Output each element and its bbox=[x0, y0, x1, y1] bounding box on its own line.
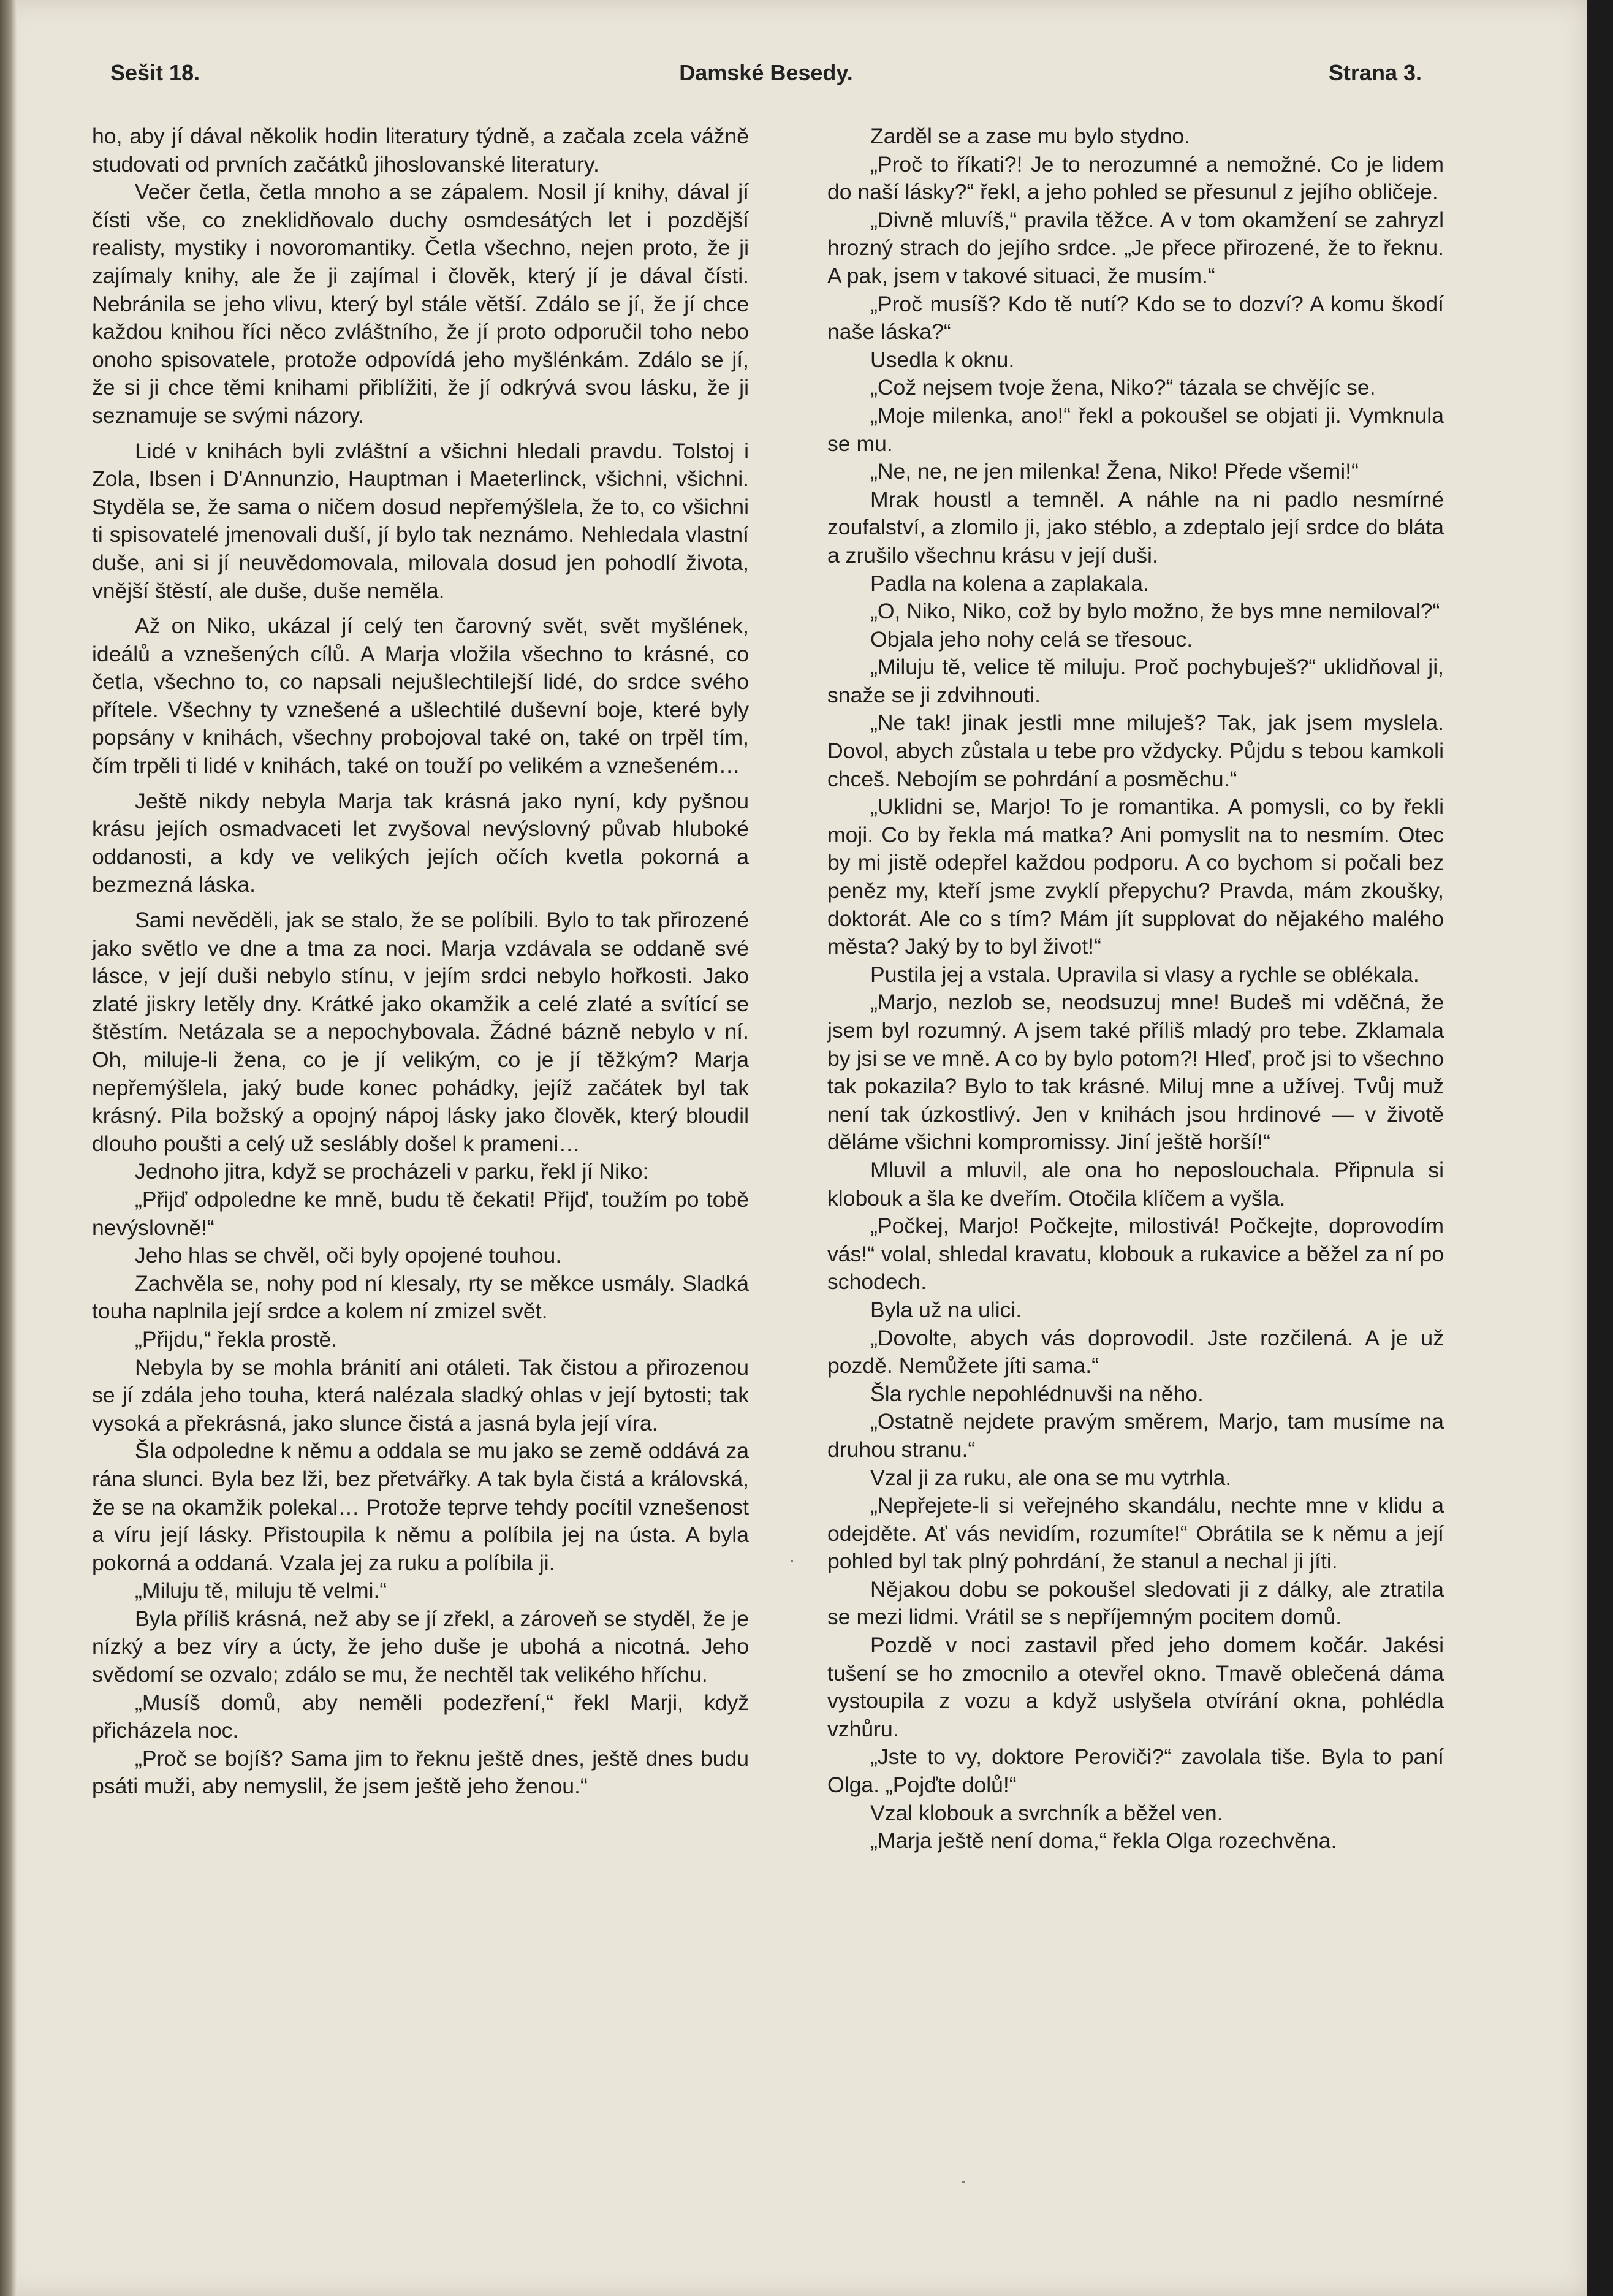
issue-number: Sešit 18. bbox=[110, 60, 200, 85]
paragraph: Byla příliš krásná, než aby se jí zřekl, a zároveň se styděl, že je nízký a bez víry a úcty, že jeho duše je ubohá a nicotná. Jeho svědomí se ozvalo; zdálo se mu, že nechtěl tak velikého hříchu. bbox=[92, 1606, 749, 1687]
paragraph: „Marjo, nezlob se, neodsuzuj mne! Budeš mi vděčná, že jsem byl rozumný. A jsem také příliš mladý pro tebe. Zklamala by jsi se ve mně. A co by bylo potom?! Hleď, proč jsi to všechno tak pokazila? Bylo to tak krásné. Miluj mne a užívej. Tvůj muž není tak úzkostlivý. Jen v knihách jsou hrdinové — v životě děláme všichni kompromissy. Jiní ještě horší!“ bbox=[827, 990, 1444, 1155]
paragraph: Sami nevěděli, jak se stalo, že se políbili. Bylo to tak přirozené jako světlo ve dne a tma za noci. Marja vzdávala se oddaně své lásce, v její duši nebylo stínu, v jejím srdci nebylo hořkosti. Jako zlaté jiskry letěly dny. Krátké jako okamžik a celé zlaté a svítící se štěstím. Netázala se a nepochybovala. Žádné bázně nebylo v ní. Oh, miluje-li žena, co je jí velikým, co je jí těžkým? Marja nepřemýšlela, jaký bude konec pohádky, jejíž začátek byl tak krásný. Pila božský a opojný nápoj lásky jako člověk, který bloudil dlouho poušti a celý už seslábly došel k prameni… bbox=[92, 908, 749, 1156]
paragraph: „Miluju tě, miluju tě velmi.“ bbox=[135, 1578, 387, 1603]
paragraph: „Moje milenka, ano!“ řekl a pokoušel se objati ji. Vymknula se mu. bbox=[827, 403, 1444, 456]
paragraph: „Přijdu,“ řekla prostě. bbox=[135, 1326, 338, 1351]
page-spine-shadow bbox=[0, 0, 17, 2296]
paragraph: „Což nejsem tvoje žena, Niko?“ tázala se chvějíc se. bbox=[870, 375, 1376, 400]
paragraph: „Přijď odpoledne ke mně, budu tě čekati! Přijď, toužím po tobě nevýslovně!“ bbox=[92, 1187, 749, 1240]
speck bbox=[962, 2181, 965, 2183]
paragraph: „Dovolte, abych vás doprovodil. Jste rozčilená. A je už pozdě. Nemůžete jíti sama.“ bbox=[827, 1325, 1444, 1378]
paragraph: Jeho hlas se chvěl, oči byly opojené touhou. bbox=[135, 1243, 562, 1268]
paragraph: Padla na kolena a zaplakala. bbox=[870, 571, 1149, 596]
paragraph: „Ne tak! jinak jestli mne miluješ? Tak, jak jsem myslela. Dovol, abych zůstala u tebe pro vždycky. Půjdu s tebou kamkoli chceš. Nebojím se pohrdání a posměchu.“ bbox=[827, 710, 1444, 791]
paragraph: Byla už na ulici. bbox=[870, 1297, 1022, 1322]
paragraph: ho, aby jí dával několik hodin literatury týdně, a začala zcela vážně studovati od prvních začátků jihoslovanské literatury. bbox=[92, 124, 749, 177]
left-text-column bbox=[92, 123, 749, 1801]
paragraph: Večer četla, četla mnoho a se zápalem. Nosil jí knihy, dával jí čísti vše, co zneklidňovalo duchy osmdesátých let i pozdější realisty, mystiky i novoromantiky. Četla všechno, nejen proto, že ji zajímaly knihy, ale že ji zajímal i člověk, který jí je dával čísti. Nebránila se jeho vlivu, který byl stále větší. Zdálo se jí, že jí chce každou knihou říci něco zvláštního, že jí proto odporučil toho nebo onoho spisovatele, protože odpovídá jeho myšlénkám. Zdálo se jí, že si ji chce těmi knihami přiblížiti, že jí odkrývá svou lásku, že ji seznamuje se svými názory. bbox=[92, 180, 749, 428]
speck bbox=[791, 1560, 793, 1562]
paragraph: Zarděl se a zase mu bylo stydno. bbox=[870, 124, 1191, 148]
paragraph: „Uklidni se, Marjo! To je romantika. A pomysli, co by řekli moji. Co by řekla má matka? Ani pomyslit na to nesmím. Otec by mi jistě odepřel každou podporu. A co bychom si počali bez peněz my, kteří jsme zvyklí přepychu? Pravda, mám zkoušky, doktorát. Ale co s tím? Mám jít supplovat do nějakého malého města? Jaký by to byl život!“ bbox=[827, 794, 1444, 959]
paragraph: Objala jeho nohy celá se třesouc. bbox=[870, 626, 1193, 652]
paragraph: Ještě nikdy nebyla Marja tak krásná jako nyní, kdy pyšnou krásu jejích osmadvaceti let zvyšoval nevýslovný půvab hluboké oddanosti, a kdy ve velikých jejích očích kvetla pokorná a bezmezná láska. bbox=[92, 788, 749, 897]
paragraph: „Musíš domů, aby neměli podezření,“ řekl Marji, když přicházela noc. bbox=[92, 1690, 749, 1743]
paragraph: Zachvěla se, nohy pod ní klesaly, rty se měkce usmály. Sladká touha naplnila její srdce a kolem ní zmizel svět. bbox=[92, 1271, 749, 1324]
paragraph: Pustila jej a vstala. Upravila si vlasy a rychle se oblékala. bbox=[870, 962, 1419, 987]
paragraph: „Proč musíš? Kdo tě nutí? Kdo se to dozví? A komu škodí naše láska?“ bbox=[827, 291, 1444, 344]
paragraph: „O, Niko, Niko, což by bylo možno, že bys mne nemiloval?“ bbox=[870, 599, 1440, 624]
paragraph: „Ne, ne, ne jen milenka! Žena, Niko! Přede všemi!“ bbox=[870, 459, 1359, 484]
paragraph: Až on Niko, ukázal jí celý ten čarovný svět, svět myšlének, ideálů a vznešených cílů. A Marja vložila všechno to krásné, co četla, všechno to, co napsali nejušlechtilejší lidé, do srdce svého přítele. Všechny ty vznešené a ušlechtilé duševní boje, které byly popsány v knihách, všechny probojoval také on, také on trpěl tím, čím trpěli ti lidé v knihách, také on touží po velikém a vznešeném… bbox=[92, 614, 749, 778]
paragraph: Vzal ji za ruku, ale ona se mu vytrhla. bbox=[870, 1465, 1232, 1490]
paragraph: „Nepřejete-li si veřejného skandálu, nechte mne v klidu a odejděte. Ať vás nevidím, rozumíte!“ Obrátila se k němu a její pohled byl tak plný pohrdání, že stanul a nechal ji jíti. bbox=[827, 1493, 1444, 1574]
paragraph: „Ostatně nejdete pravým směrem, Marjo, tam musíme na druhou stranu.“ bbox=[827, 1409, 1444, 1462]
paragraph: Lidé v knihách byli zvláštní a všichni hledali pravdu. Tolstoj i Zola, Ibsen i D'Annunzio, Hauptman i Maeterlinck, všichni, všichni. Styděla se, že sama o ničem dosud nepřemýšlela, že to, co všichni ti spisovatelé jmenovali duší, jí bylo tak neznámo. Nehledala vlastní duše, ani si jí neuvědomovala, milovala dosud jen pohodlí života, vnější štěstí, ale duše, duše neměla. bbox=[92, 438, 749, 603]
paragraph: Šla odpoledne k němu a oddala se mu jako se země oddává za rána slunci. Byla bez lži, bez přetvářky. A tak byla čistá a královská, že se na okamžik polekal… Protože teprve tehdy pocítil vznešenost a víru její lásky. Přistoupila k němu a políbila jej na ústa. A byla pokorná a oddaná. Vzala jej za ruku a políbila ji. bbox=[92, 1439, 749, 1575]
paragraph: Nějakou dobu se pokoušel sledovati ji z dálky, ale ztratila se mezi lidmi. Vrátil se s nepříjemným pocitem domů. bbox=[827, 1576, 1444, 1630]
paragraph: „Jste to vy, doktore Peroviči?“ zavolala tiše. Byla to paní Olga. „Pojďte dolů!“ bbox=[827, 1744, 1444, 1798]
publication-title: Damské Besedy. bbox=[679, 60, 853, 85]
scan-edge bbox=[1587, 0, 1613, 2296]
paragraph: Vzal klobouk a svrchník a běžel ven. bbox=[870, 1800, 1223, 1825]
paragraph: „Marja ještě není doma,“ řekla Olga rozechvěna. bbox=[870, 1828, 1337, 1853]
paragraph: „Proč to říkati?! Je to nerozumné a nemožné. Co je lidem do naší lásky?“ řekl, a jeho pohled se přesunul z jejího obličeje. bbox=[827, 151, 1444, 205]
paragraph: „Divně mluvíš,“ pravila těžce. A v tom okamžení se zahryzl hrozný strach do jejího srdce. „Je přece přirozené, že to řeknu. A pak, jsem v takové situaci, že musím.“ bbox=[827, 207, 1444, 288]
page-number: Strana 3. bbox=[1328, 60, 1422, 85]
paragraph: Pozdě v noci zastavil před jeho domem kočár. Jakési tušení se ho zmocnilo a otevřel okno. Tmavě oblečená dáma vystoupila z vozu a když uslyšela otvírání okna, pohlédla vzhůru. bbox=[827, 1633, 1444, 1741]
right-text-column bbox=[827, 123, 1444, 1855]
paragraph: „Proč se bojíš? Sama jim to řeknu ještě dnes, ještě dnes budu psáti muži, aby nemyslil, že jsem ještě jeho ženou.“ bbox=[92, 1746, 749, 1799]
paragraph: „Počkej, Marjo! Počkejte, milostivá! Počkejte, doprovodím vás!“ volal, shledal kravatu, klobouk a rukavice a běžel za ní po schodech. bbox=[827, 1214, 1444, 1294]
paragraph: Mluvil a mluvil, ale ona ho neposlouchala. Připnula si klobouk a šla ke dveřím. Otočila klíčem a vyšla. bbox=[827, 1157, 1444, 1211]
paragraph: Usedla k oknu. bbox=[870, 347, 1015, 372]
paragraph: „Miluju tě, velice tě miluju. Proč pochybuješ?“ uklidňoval ji, snaže se ji zdvihnouti. bbox=[827, 655, 1444, 707]
paragraph: Mrak houstl a temněl. A náhle na ni padlo nesmírné zoufalství, a zlomilo ji, jako stéblo, a zdeptalo její srdce do bláta a zrušilo všechnu krásu v její duši. bbox=[827, 487, 1444, 568]
paragraph: Jednoho jitra, když se procházeli v parku, řekl jí Niko: bbox=[135, 1159, 649, 1184]
paragraph: Šla rychle nepohlédnuvši na něho. bbox=[870, 1381, 1204, 1406]
paragraph: Nebyla by se mohla bránití ani otáleti. Tak čistou a přirozenou se jí zdála jeho touha, která nalézala sladký ohlas v její bytosti; tak vysoká a překrásná, jako slunce čistá a jasná byla její víra. bbox=[92, 1355, 749, 1435]
running-header bbox=[110, 60, 1422, 91]
